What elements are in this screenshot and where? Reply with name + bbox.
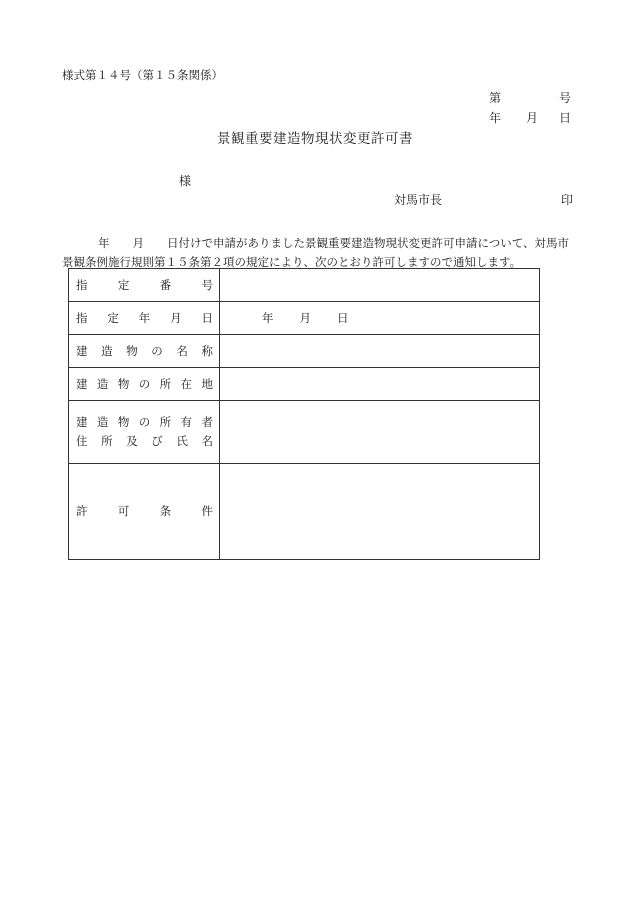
date-month-label: 月 [526, 111, 539, 125]
table-row [69, 269, 540, 302]
value-month-label: 月 [299, 311, 311, 325]
addressee-suffix: 様 [179, 174, 192, 188]
permit-info-table [68, 268, 540, 560]
label-chars: 建 造 物 の 所 有 者 [76, 415, 213, 429]
value-year-label: 年 [262, 311, 274, 325]
document-title: 景観重要建造物現状変更許可書 [217, 131, 413, 147]
table-row [69, 302, 540, 335]
number-prefix: 第 [489, 91, 502, 105]
row-label-designation-number [69, 269, 220, 302]
form-number-label: 様式第１４号（第１５条関係） [62, 68, 223, 82]
label-chars: 指 定 年 月 日 [76, 310, 213, 325]
row-label-building-location [69, 368, 220, 401]
number-suffix: 号 [558, 91, 571, 105]
building-name-value[interactable] [220, 335, 540, 368]
row-label-permit-conditions [69, 464, 220, 560]
value-day-label: 日 [337, 311, 349, 325]
date-year-label: 年 [489, 111, 502, 125]
seal-mark: 印 [561, 193, 574, 207]
table-row [69, 335, 540, 368]
table-row [69, 401, 540, 464]
table-row [69, 464, 540, 560]
label-chars: 許 可 条 件 [76, 504, 213, 518]
building-location-value[interactable] [220, 368, 540, 401]
label-chars: 建 造 物 の 所 在 地 [76, 376, 213, 391]
row-label-owner-address-name [69, 401, 220, 464]
label-chars: 指 定 番 号 [76, 277, 213, 292]
issuer-name: 対馬市長 [394, 193, 443, 207]
row-label-designation-date [69, 302, 220, 335]
permit-conditions-value[interactable] [220, 464, 540, 560]
date-day-label: 日 [558, 111, 571, 125]
owner-address-name-value[interactable] [220, 401, 540, 464]
designation-number-value[interactable] [220, 269, 540, 302]
notice-body-text: 年 月 日付けで申請がありました景観重要建造物現状変更許可申請について、対馬市景観条例施行規則第１５条第２項の規定により、次のとおり許可しますので通知します。 [62, 236, 570, 269]
label-chars: 建 造 物 の 名 称 [76, 343, 213, 358]
label-chars-line2: 住 所 及 び 氏 名 [76, 434, 213, 448]
row-label-building-name [69, 335, 220, 368]
table-row [69, 368, 540, 401]
designation-date-value[interactable] [220, 302, 540, 335]
